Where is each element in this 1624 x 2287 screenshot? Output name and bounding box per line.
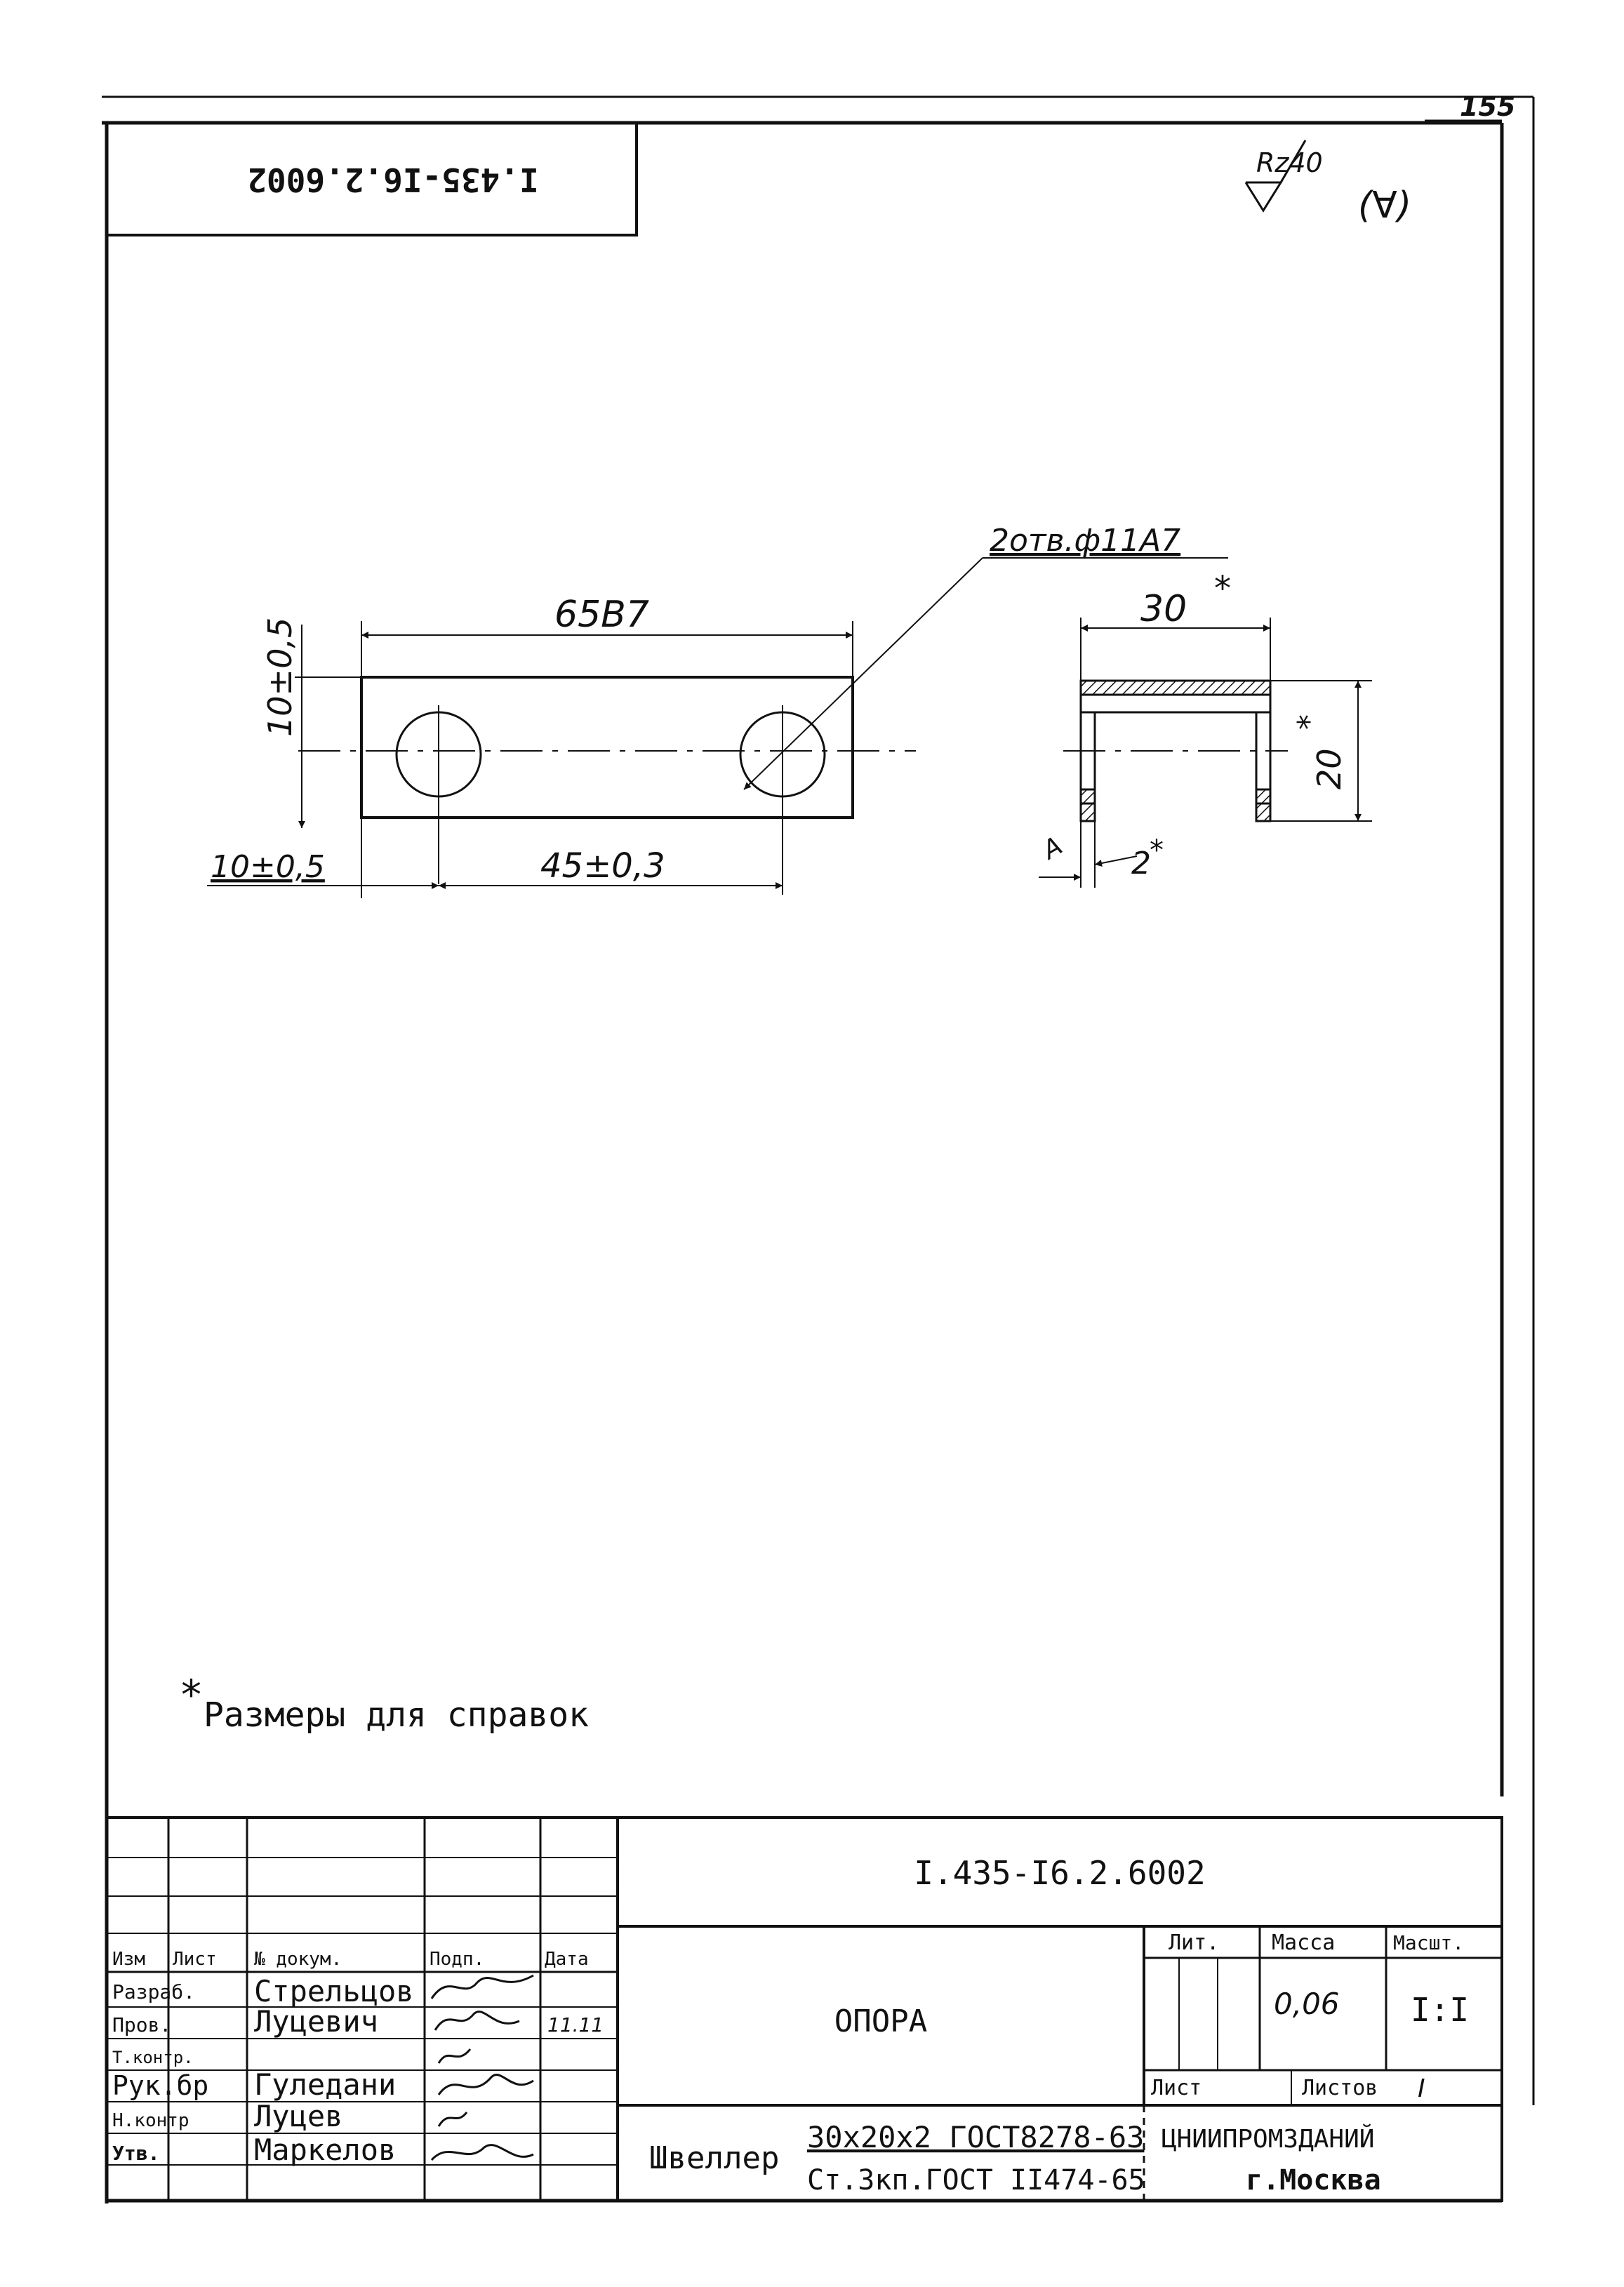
signatures (432, 1975, 533, 2160)
material-line2: Ст.3кп.ГОСТ II474-65 (807, 2164, 1145, 2196)
dim-edge: 10±0,5 (211, 849, 325, 885)
dim-height: 10±0,5 (261, 617, 299, 737)
role-approver: Утв. (112, 2142, 160, 2165)
note-star: * (179, 1671, 204, 1719)
note-text: Размеры для справок (204, 1695, 590, 1735)
roughness-symbol (1246, 140, 1411, 227)
part-name: ОПОРА (834, 2003, 928, 2039)
reference-note (179, 1671, 589, 1735)
scale-label: Масшт. (1393, 1931, 1465, 1954)
name-team-lead: Гуледани (254, 2067, 397, 2102)
role-checker: Пров. (112, 2013, 172, 2036)
dim-channel-width: 30 (1140, 588, 1187, 630)
dim-channel-height-star: * (1291, 714, 1327, 730)
name-checker: Луцевич (254, 2004, 379, 2039)
front-view (207, 523, 1228, 898)
sheet-label: Лист (1151, 2076, 1202, 2100)
dim-channel-height: 20 (1310, 748, 1348, 789)
page-number: 155 (1460, 91, 1516, 122)
roughness-label: Rz40 (1256, 147, 1323, 178)
material-line1: 30х20х2 ГОСТ8278-63 (807, 2120, 1145, 2154)
col-date: Дата (545, 1949, 589, 1970)
role-developer: Разраб. (112, 1980, 196, 2003)
org-name: ЦНИИПРОМЗДАНИЙ (1162, 2125, 1375, 2154)
section-marker: А (1038, 831, 1067, 865)
role-norm-control: Н.контр (112, 2110, 189, 2131)
name-norm-control: Луцев (254, 2099, 343, 2133)
scale-value: I:I (1411, 1991, 1470, 2029)
material-prefix: Швеллер (649, 2140, 780, 2176)
date-checker: 11.11 (547, 2013, 604, 2036)
sheets-value: I (1418, 2074, 1425, 2103)
title-block (107, 1818, 1502, 2201)
col-doc-no: № докум. (254, 1949, 342, 1970)
mirrored-stamp (107, 123, 637, 235)
mass-label: Масса (1272, 1931, 1336, 1955)
name-developer: Стрельцов (254, 1974, 414, 2008)
role-team-lead: Рук.бр (112, 2070, 209, 2101)
col-list: Лист (173, 1949, 217, 1970)
role-tech-control: Т.контр. (112, 2048, 194, 2067)
dim-hole-spacing: 45±0,3 (540, 846, 665, 886)
name-approver: Маркелов (254, 2133, 397, 2167)
side-view (1037, 569, 1372, 888)
designation: I.435-I6.2.6002 (914, 1854, 1206, 1892)
dim-length: 65В7 (554, 594, 649, 636)
col-izm: Изм (112, 1949, 145, 1970)
col-signature: Подп. (430, 1949, 485, 1970)
holes-callout: 2отв.ф11А7 (990, 523, 1181, 559)
dim-channel-width-star: * (1214, 569, 1231, 608)
sheets-label: Листов (1302, 2076, 1378, 2100)
mirrored-stamp-text: I.435-I6.2.6002 (247, 161, 539, 199)
sheet-frame (102, 97, 1533, 2203)
dim-wall: 2 (1131, 846, 1151, 881)
city: г.Москва (1246, 2164, 1381, 2196)
mass-value: 0,06 (1274, 1987, 1340, 2021)
lit-label: Лит. (1169, 1931, 1220, 1955)
roughness-extra: (∀) (1358, 185, 1412, 227)
dim-wall-star: * (1150, 834, 1164, 867)
